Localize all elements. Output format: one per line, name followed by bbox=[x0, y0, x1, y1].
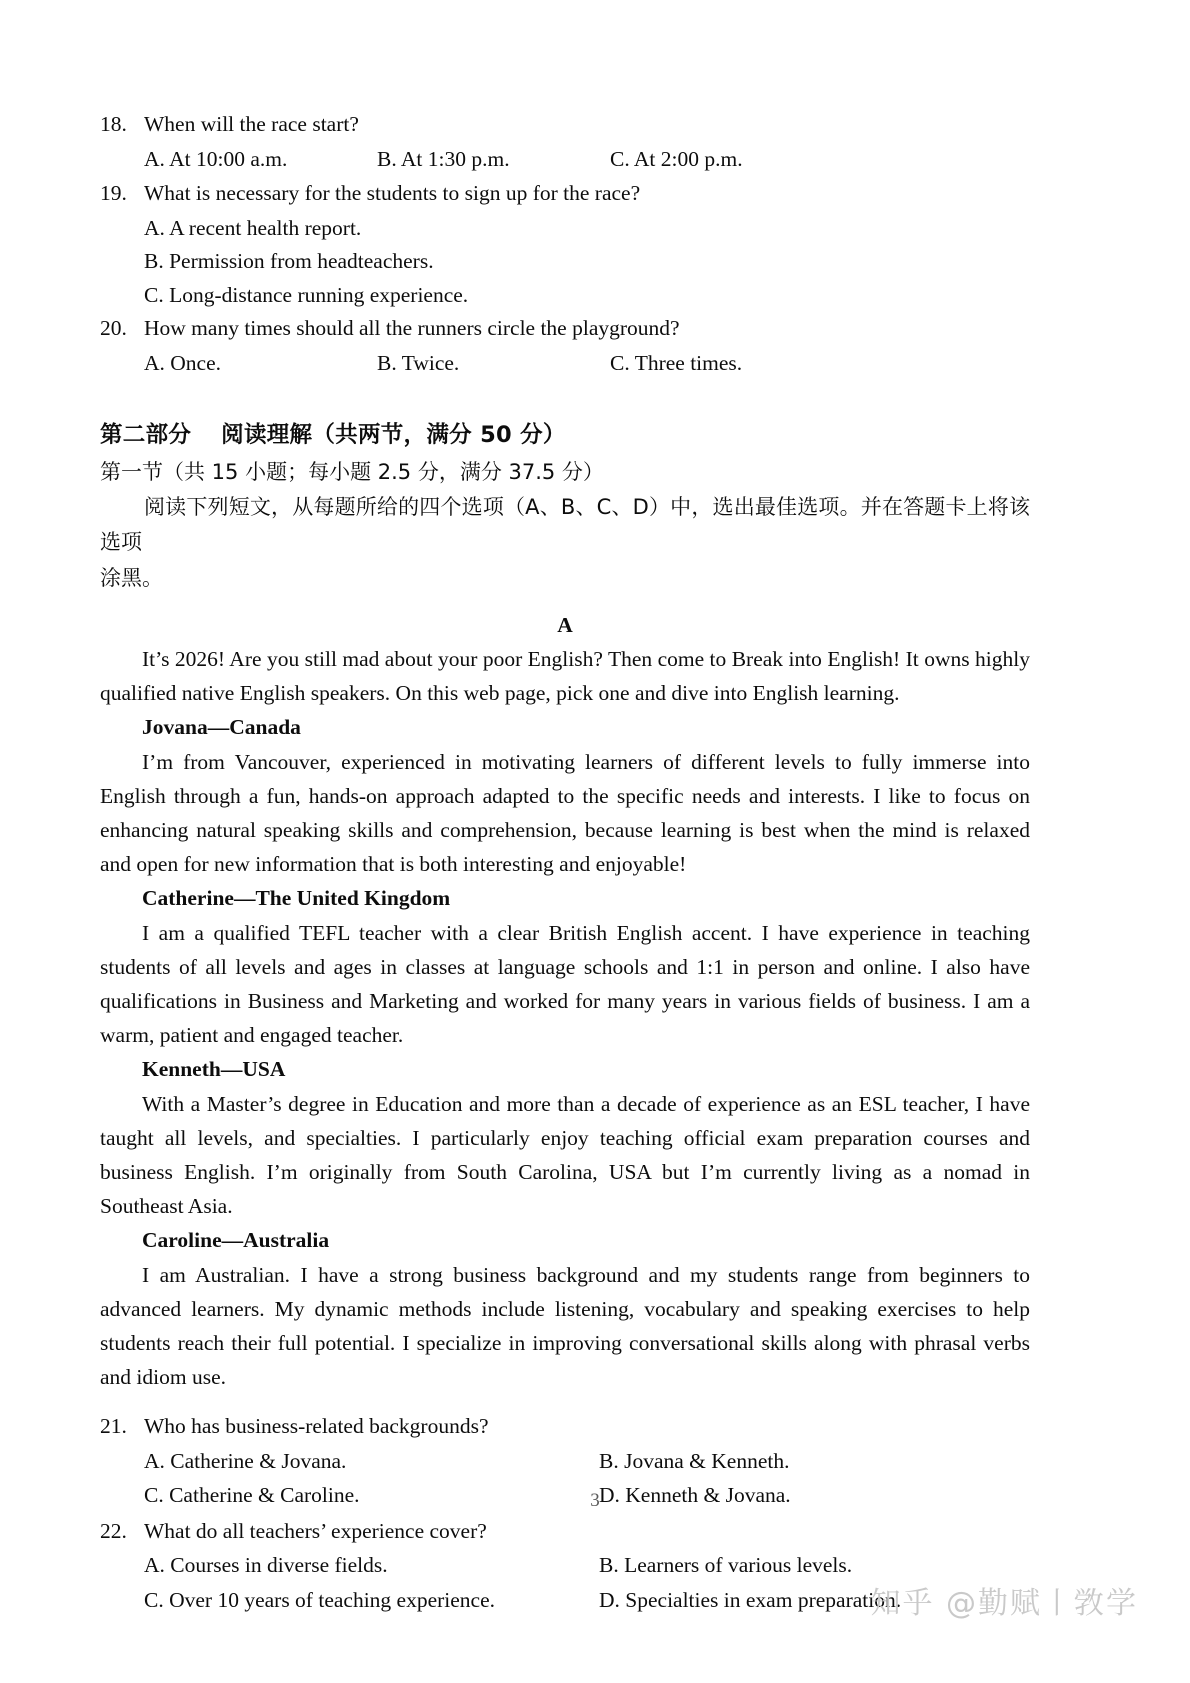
option-a[interactable]: A. At 10:00 a.m. bbox=[144, 146, 288, 171]
question-21 bbox=[100, 1410, 1030, 1444]
option-d[interactable]: D. Specialties in exam preparation. bbox=[599, 1587, 902, 1612]
part-two-prefix: 第二部分 bbox=[100, 422, 192, 448]
page-number: 3 bbox=[590, 1490, 600, 1511]
option-b[interactable]: B. Learners of various levels. bbox=[599, 1553, 853, 1578]
option-c[interactable]: C. Long-distance running experience. bbox=[144, 282, 469, 307]
question-number: 20. bbox=[100, 316, 127, 340]
question-number: 19. bbox=[100, 181, 127, 205]
option-a[interactable]: A. Courses in diverse fields. bbox=[144, 1553, 388, 1578]
teacher-name-jovana: Jovana—Canada bbox=[142, 715, 301, 740]
passage-intro: It’s 2026! Are you still mad about your poor English? Then come to Break into English! It owns highly qualified native English speakers. On this web page, pick one and dive into English learning. bbox=[100, 647, 1030, 706]
option-c[interactable]: C. At 2:00 p.m. bbox=[610, 146, 743, 171]
question-18 bbox=[100, 108, 1030, 142]
reading-instruction-line2: 涂黑。 bbox=[100, 566, 163, 590]
section-one-label: 第一节（共 15 小题；每小题 2.5 分，满分 37.5 分） bbox=[100, 460, 604, 484]
option-c[interactable]: C. Over 10 years of teaching experience. bbox=[144, 1587, 496, 1612]
question-text: What do all teachers’ experience cover? bbox=[144, 1518, 487, 1543]
question-number: 22. bbox=[100, 1518, 127, 1543]
question-number: 18. bbox=[100, 112, 127, 136]
teacher-bio-kenneth: With a Master’s degree in Education and more than a decade of experience as an ESL teacher, I have taught all levels, and specialties. I particularly enjoy teaching official exam preparation courses and business English. I’m originally from South Carolina, USA but I’m currently living as a nomad in Southeast Asia. bbox=[100, 1091, 1030, 1219]
question-18-options bbox=[100, 143, 1030, 177]
question-22 bbox=[100, 1515, 1030, 1549]
option-b[interactable]: B. Jovana & Kenneth. bbox=[599, 1448, 790, 1473]
reading-instruction-line1: 阅读下列短文，从每题所给的四个选项（A、B、C、D）中，选出最佳选项。并在答题卡上将该选项 bbox=[100, 495, 1030, 554]
teacher-name-catherine: Catherine—The United Kingdom bbox=[142, 886, 451, 911]
teacher-bio-caroline: I am Australian. I have a strong business background and my students range from beginners to advanced learners. My dynamic methods include listening, vocabulary and speaking exercises to help students reach their full potential. I specialize in improving conversational skills along with phrasal verbs and idiom use. bbox=[100, 1262, 1030, 1390]
page-content bbox=[100, 108, 1030, 1617]
question-text: How many times should all the runners circle the playground? bbox=[144, 316, 680, 340]
option-a[interactable]: A. A recent health report. bbox=[144, 215, 362, 240]
teacher-name-caroline: Caroline—Australia bbox=[142, 1228, 330, 1253]
question-20 bbox=[100, 312, 1030, 346]
question-number: 21. bbox=[100, 1414, 127, 1439]
option-c[interactable]: C. Catherine & Caroline. bbox=[144, 1483, 360, 1508]
question-text: What is necessary for the students to sign up for the race? bbox=[144, 181, 641, 205]
option-b[interactable]: B. Permission from headteachers. bbox=[144, 249, 434, 273]
option-b[interactable]: B. Twice. bbox=[377, 350, 460, 375]
part-two-title: 阅读理解（共两节，满分 50 分） bbox=[221, 422, 566, 448]
teacher-bio-catherine: I am a qualified TEFL teacher with a clear British English accent. I have experience in teaching students of all levels and ages in classes at language schools and 1:1 in person and online. I also have qualifications in Business and Marketing and worked for many years in various fields of business. I am a warm, patient and engaged teacher. bbox=[100, 920, 1030, 1048]
teacher-name-kenneth: Kenneth—USA bbox=[142, 1057, 286, 1082]
question-20-options bbox=[100, 347, 1030, 381]
question-text: Who has business-related backgrounds? bbox=[144, 1414, 489, 1439]
option-d[interactable]: D. Kenneth & Jovana. bbox=[599, 1483, 791, 1508]
option-a[interactable]: A. Catherine & Jovana. bbox=[144, 1448, 347, 1473]
question-19 bbox=[100, 177, 1030, 211]
option-c[interactable]: C. Three times. bbox=[610, 350, 743, 375]
zhihu-watermark: 知乎 @勤赋丨敩学 bbox=[870, 1586, 1138, 1621]
passage-label: A bbox=[557, 613, 573, 637]
question-21-options-row1 bbox=[100, 1445, 1030, 1479]
part-two-heading bbox=[100, 418, 1030, 452]
option-a[interactable]: A. Once. bbox=[144, 350, 222, 375]
option-b[interactable]: B. At 1:30 p.m. bbox=[377, 146, 510, 171]
teacher-bio-jovana: I’m from Vancouver, experienced in motivating learners of different levels to fully immerse into English through a fun, hands-on approach adapted to the specific needs and interests. I like to focus on enhancing natural speaking skills and comprehension, because learning is best when the mind is relaxed and open for new information that is both interesting and enjoyable! bbox=[100, 749, 1030, 877]
question-text: When will the race start? bbox=[144, 112, 359, 136]
